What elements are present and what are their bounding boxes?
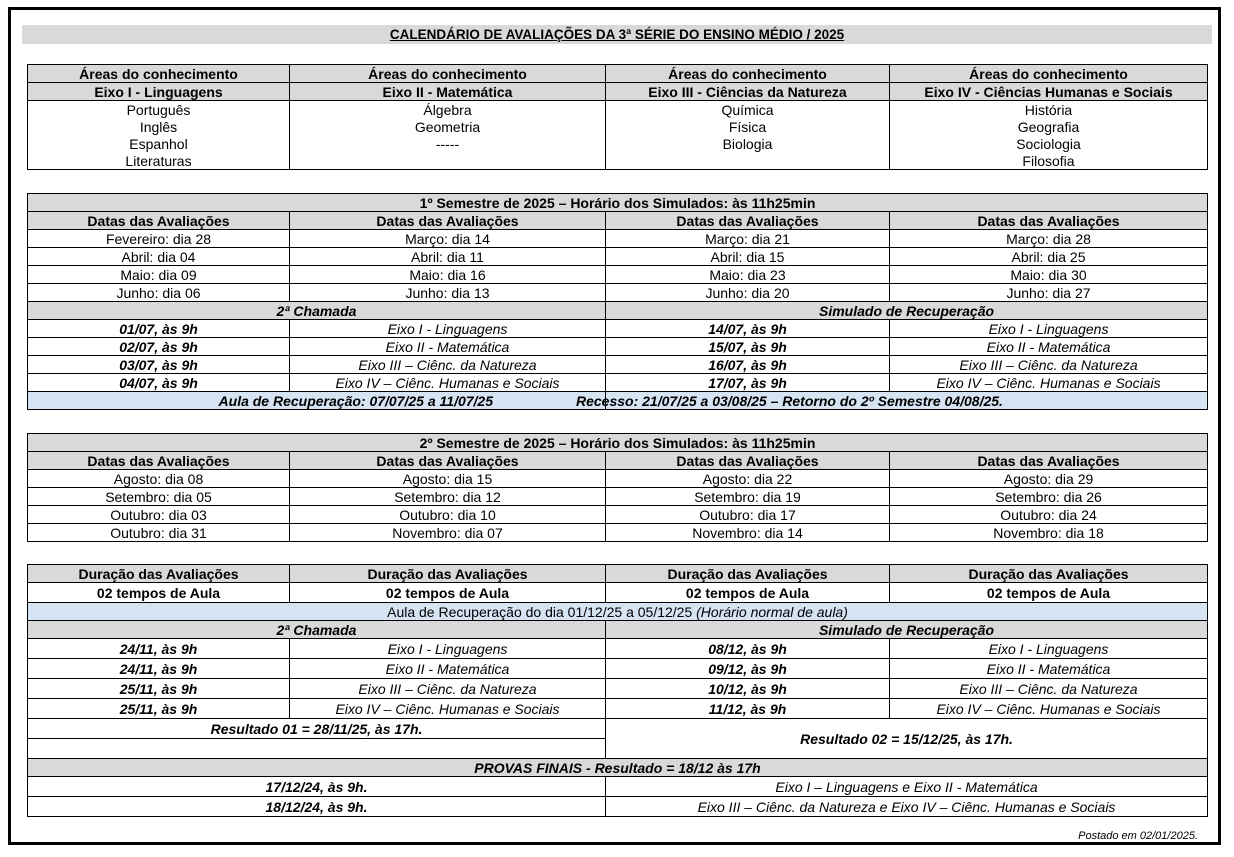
date-cell: Agosto: dia 08 <box>28 470 290 488</box>
eixo-cell: Eixo II - Matemática <box>290 83 606 101</box>
recuperacao-date: 08/12, às 9h <box>606 639 890 659</box>
date-cell: Junho: dia 27 <box>890 284 1208 302</box>
date-cell: Novembro: dia 07 <box>290 524 606 542</box>
date-cell: Outubro: dia 24 <box>890 506 1208 524</box>
recesso-text: Recesso: 21/07/25 a 03/08/25 – Retorno do 2º Semestre 04/08/25. <box>606 392 1208 410</box>
areas-header-cell: Áreas do conhecimento <box>890 65 1208 83</box>
subject-cell: Espanhol <box>28 135 290 152</box>
posted-date: Postado em 02/01/2025. <box>1078 830 1198 842</box>
dates-header-cell: Datas das Avaliações <box>290 452 606 470</box>
recuperacao-eixo: Eixo III – Ciênc. da Natureza <box>890 356 1208 374</box>
chamada-eixo: Eixo I - Linguagens <box>290 320 606 338</box>
duracao-chamada-header-row <box>28 621 1208 639</box>
eixo-cell: Eixo IV - Ciências Humanas e Sociais <box>890 83 1208 101</box>
resultado-row <box>28 719 1208 739</box>
recuperacao-date: 11/12, às 9h <box>606 699 890 719</box>
duracao-value: 02 tempos de Aula <box>890 583 1208 603</box>
chamada-eixo: Eixo II - Matemática <box>290 659 606 679</box>
date-row <box>28 506 1208 524</box>
date-row <box>28 488 1208 506</box>
eixos-row <box>28 83 1208 101</box>
recuperacao-eixo: Eixo I - Linguagens <box>890 320 1208 338</box>
chamada-date: 04/07, às 9h <box>28 374 290 392</box>
date-cell: Abril: dia 11 <box>290 248 606 266</box>
dates-header-cell: Datas das Avaliações <box>606 452 890 470</box>
semester2-header-row <box>28 452 1208 470</box>
subject-cell <box>290 152 606 170</box>
provas-finais-date: 17/12/24, às 9h. <box>28 777 606 797</box>
dates-header-cell: Datas das Avaliações <box>890 452 1208 470</box>
areas-header-cell: Áreas do conhecimento <box>290 65 606 83</box>
subject-cell: Filosofia <box>890 152 1208 170</box>
date-cell: Março: dia 28 <box>890 230 1208 248</box>
date-cell: Abril: dia 04 <box>28 248 290 266</box>
date-cell: Maio: dia 23 <box>606 266 890 284</box>
chamada-row <box>28 699 1208 719</box>
date-cell: Maio: dia 16 <box>290 266 606 284</box>
date-row <box>28 230 1208 248</box>
subject-cell: ----- <box>290 135 606 152</box>
recuperacao-eixo: Eixo II - Matemática <box>890 659 1208 679</box>
semester2-table <box>27 433 1208 542</box>
chamada-row <box>28 374 1208 392</box>
recuperacao-date: 10/12, às 9h <box>606 679 890 699</box>
chamada-row <box>28 356 1208 374</box>
provas-finais-row <box>28 777 1208 797</box>
recuperacao-eixo: Eixo IV – Ciênc. Humanas e Sociais <box>890 374 1208 392</box>
recuperacao-date: 16/07, às 9h <box>606 356 890 374</box>
date-cell: Setembro: dia 19 <box>606 488 890 506</box>
date-cell: Agosto: dia 15 <box>290 470 606 488</box>
duracao-header-cell: Duração das Avaliações <box>28 565 290 583</box>
date-cell: Abril: dia 15 <box>606 248 890 266</box>
areas-header-row <box>28 65 1208 83</box>
subject-row <box>28 152 1208 170</box>
date-cell: Fevereiro: dia 28 <box>28 230 290 248</box>
duracao-table <box>27 564 1208 817</box>
subject-row <box>28 101 1208 119</box>
recuperacao-eixo: Eixo IV – Ciênc. Humanas e Sociais <box>890 699 1208 719</box>
chamada-date: 01/07, às 9h <box>28 320 290 338</box>
semester1-title: 1º Semestre de 2025 – Horário dos Simulados: às 11h25min <box>28 194 1208 212</box>
subject-cell: História <box>890 101 1208 119</box>
chamada-eixo: Eixo IV – Ciênc. Humanas e Sociais <box>290 374 606 392</box>
date-cell: Março: dia 21 <box>606 230 890 248</box>
duracao-value: 02 tempos de Aula <box>290 583 606 603</box>
recuperacao-label: Simulado de Recuperação <box>606 302 1208 320</box>
date-cell: Outubro: dia 31 <box>28 524 290 542</box>
duracao-header-cell: Duração das Avaliações <box>890 565 1208 583</box>
date-cell: Setembro: dia 26 <box>890 488 1208 506</box>
date-cell: Maio: dia 30 <box>890 266 1208 284</box>
dates-header-cell: Datas das Avaliações <box>28 212 290 230</box>
chamada-date: 03/07, às 9h <box>28 356 290 374</box>
date-cell: Outubro: dia 17 <box>606 506 890 524</box>
date-cell: Outubro: dia 10 <box>290 506 606 524</box>
date-row <box>28 524 1208 542</box>
areas-header-cell: Áreas do conhecimento <box>606 65 890 83</box>
chamada-eixo: Eixo II - Matemática <box>290 338 606 356</box>
recuperacao-date: 14/07, às 9h <box>606 320 890 338</box>
subject-cell: Geometria <box>290 118 606 135</box>
duracao-header-cell: Duração das Avaliações <box>606 565 890 583</box>
date-cell: Março: dia 14 <box>290 230 606 248</box>
semester1-header-row <box>28 212 1208 230</box>
recuperacao-label: Simulado de Recuperação <box>606 621 1208 639</box>
chamada-eixo: Eixo III – Ciênc. da Natureza <box>290 356 606 374</box>
date-cell: Junho: dia 20 <box>606 284 890 302</box>
recuperacao-eixo: Eixo I - Linguagens <box>890 639 1208 659</box>
chamada-row <box>28 338 1208 356</box>
recuperacao-date: 09/12, às 9h <box>606 659 890 679</box>
aula-recuperacao-main: Aula de Recuperação do dia 01/12/25 a 05/12/25 <box>387 603 697 620</box>
subject-cell: Física <box>606 118 890 135</box>
duracao-header-cell: Duração das Avaliações <box>290 565 606 583</box>
subject-cell: Sociologia <box>890 135 1208 152</box>
dates-header-cell: Datas das Avaliações <box>606 212 890 230</box>
subject-cell: Geografia <box>890 118 1208 135</box>
provas-finais-eixos: Eixo III – Ciênc. da Natureza e Eixo IV – Ciênc. Humanas e Sociais <box>606 797 1208 817</box>
resultado-spacer <box>28 739 606 759</box>
date-cell: Novembro: dia 18 <box>890 524 1208 542</box>
dates-header-cell: Datas das Avaliações <box>28 452 290 470</box>
subject-row <box>28 135 1208 152</box>
chamada-date: 24/11, às 9h <box>28 639 290 659</box>
resultado-1: Resultado 01 = 28/11/25, às 17h. <box>28 719 606 739</box>
dates-header-cell: Datas das Avaliações <box>890 212 1208 230</box>
date-cell: Agosto: dia 29 <box>890 470 1208 488</box>
subject-cell: Português <box>28 101 290 119</box>
date-cell: Junho: dia 06 <box>28 284 290 302</box>
resultado-2: Resultado 02 = 15/12/25, às 17h. <box>606 719 1208 759</box>
chamada-row <box>28 659 1208 679</box>
duracao-values-row <box>28 583 1208 603</box>
date-cell: Abril: dia 25 <box>890 248 1208 266</box>
date-cell: Junho: dia 13 <box>290 284 606 302</box>
subject-cell <box>606 152 890 170</box>
chamada-row <box>28 320 1208 338</box>
recuperacao-date: 15/07, às 9h <box>606 338 890 356</box>
recuperacao-eixo: Eixo III – Ciênc. da Natureza <box>890 679 1208 699</box>
date-row <box>28 266 1208 284</box>
duracao-header-row <box>28 565 1208 583</box>
aula-recuperacao-cell <box>28 603 1208 621</box>
recuperacao-recesso-row <box>28 392 1208 410</box>
provas-finais-row <box>28 797 1208 817</box>
provas-finais-title: PROVAS FINAIS - Resultado = 18/12 às 17h <box>28 759 1208 777</box>
areas-header-cell: Áreas do conhecimento <box>28 65 290 83</box>
provas-finais-title-row <box>28 759 1208 777</box>
chamada-label: 2ª Chamada <box>28 302 606 320</box>
date-row <box>28 470 1208 488</box>
chamada-row <box>28 639 1208 659</box>
date-row <box>28 284 1208 302</box>
subject-cell: Álgebra <box>290 101 606 119</box>
areas-table <box>27 64 1208 170</box>
semester1-title-row <box>28 194 1208 212</box>
page-title: CALENDÁRIO DE AVALIAÇÕES DA 3ª SÉRIE DO ENSINO MÉDIO / 2025 <box>22 25 1212 44</box>
aula-recuperacao-note: (Horário normal de aula) <box>696 603 848 620</box>
date-cell: Setembro: dia 05 <box>28 488 290 506</box>
semester2-title-row <box>28 434 1208 452</box>
recuperacao-date: 17/07, às 9h <box>606 374 890 392</box>
date-cell: Agosto: dia 22 <box>606 470 890 488</box>
subject-cell: Química <box>606 101 890 119</box>
recuperacao-eixo: Eixo II - Matemática <box>890 338 1208 356</box>
eixo-cell: Eixo I - Linguagens <box>28 83 290 101</box>
subject-cell: Literaturas <box>28 152 290 170</box>
semester1-table <box>27 193 1208 410</box>
chamada-eixo: Eixo IV – Ciênc. Humanas e Sociais <box>290 699 606 719</box>
chamada-label: 2ª Chamada <box>28 621 606 639</box>
duracao-value: 02 tempos de Aula <box>606 583 890 603</box>
date-cell: Setembro: dia 12 <box>290 488 606 506</box>
date-cell: Outubro: dia 03 <box>28 506 290 524</box>
provas-finais-eixos: Eixo I – Linguagens e Eixo II - Matemática <box>606 777 1208 797</box>
date-row <box>28 248 1208 266</box>
date-cell: Novembro: dia 14 <box>606 524 890 542</box>
subject-row <box>28 118 1208 135</box>
semester1-chamada-header-row <box>28 302 1208 320</box>
aula-recuperacao-row <box>28 603 1208 621</box>
subject-cell: Inglês <box>28 118 290 135</box>
chamada-date: 25/11, às 9h <box>28 699 290 719</box>
chamada-date: 02/07, às 9h <box>28 338 290 356</box>
subject-cell: Biologia <box>606 135 890 152</box>
dates-header-cell: Datas das Avaliações <box>290 212 606 230</box>
eixo-cell: Eixo III - Ciências da Natureza <box>606 83 890 101</box>
semester2-title: 2º Semestre de 2025 – Horário dos Simulados: às 11h25min <box>28 434 1208 452</box>
date-cell: Maio: dia 09 <box>28 266 290 284</box>
chamada-date: 24/11, às 9h <box>28 659 290 679</box>
chamada-eixo: Eixo I - Linguagens <box>290 639 606 659</box>
provas-finais-date: 18/12/24, às 9h. <box>28 797 606 817</box>
duracao-value: 02 tempos de Aula <box>28 583 290 603</box>
chamada-eixo: Eixo III – Ciênc. da Natureza <box>290 679 606 699</box>
aula-recuperacao-text: Aula de Recuperação: 07/07/25 a 11/07/25 <box>28 392 606 410</box>
chamada-row <box>28 679 1208 699</box>
chamada-date: 25/11, às 9h <box>28 679 290 699</box>
